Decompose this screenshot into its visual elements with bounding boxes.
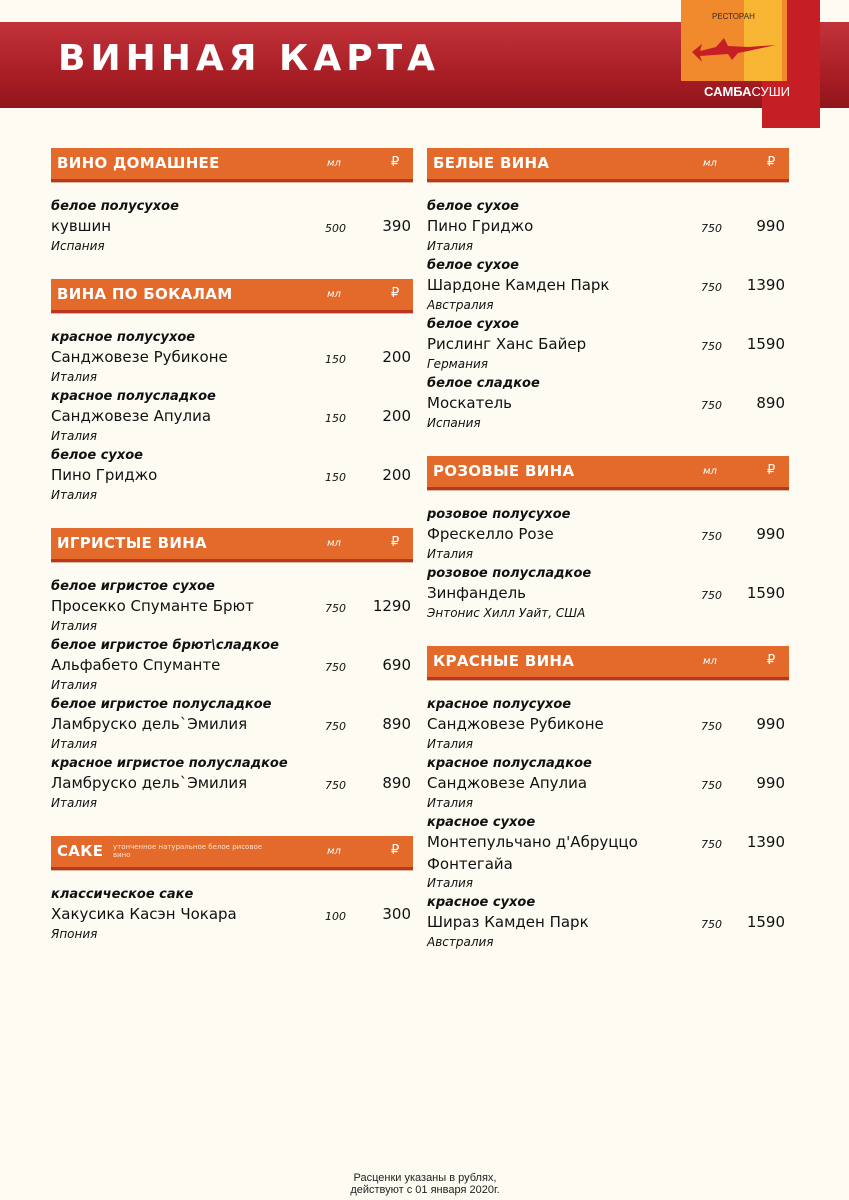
wine-volume: 150	[325, 412, 346, 425]
wine-price: 890	[382, 774, 411, 792]
wine-origin: Италия	[427, 796, 474, 810]
page-title: ВИННАЯ КАРТА	[58, 38, 441, 79]
wine-price: 1590	[746, 584, 785, 602]
wine-item	[427, 755, 789, 814]
wine-origin: Италия	[427, 239, 474, 253]
menu-section	[51, 279, 413, 506]
section-header	[51, 836, 413, 870]
section-items	[427, 490, 789, 624]
footer-line-2: действуют с 01 января 2020г.	[350, 1184, 500, 1196]
wine-name-row	[427, 583, 789, 605]
wine-origin: Испания	[51, 239, 105, 253]
wine-name-row	[427, 524, 789, 546]
section-items	[427, 680, 789, 953]
logo-brand-light: СУШИ	[751, 84, 791, 99]
wine-item	[427, 316, 789, 375]
wine-name-row	[51, 216, 413, 238]
wine-price: 200	[382, 348, 411, 366]
wine-type: розовое полусладкое	[427, 566, 592, 581]
wine-name: Ламбруско дель`Эмилия	[51, 715, 248, 733]
wine-name: Пино Гриджо	[51, 466, 158, 484]
ruble-icon: ₽	[391, 843, 400, 858]
wine-name-row	[427, 334, 789, 356]
wine-type: красное полусладкое	[51, 389, 216, 404]
wine-item	[51, 198, 413, 257]
section-items	[51, 182, 413, 257]
wine-price: 1590	[746, 913, 785, 931]
section-items	[51, 870, 413, 945]
wine-name: Просекко Спуманте Брют	[51, 597, 254, 615]
wine-origin: Италия	[51, 678, 98, 692]
wine-volume: 750	[325, 661, 346, 674]
wine-price: 990	[756, 217, 785, 235]
wine-origin: Италия	[51, 429, 98, 443]
wine-type: красное полусухое	[427, 697, 572, 712]
wine-name: Альфабето Спуманте	[51, 656, 221, 674]
wine-item	[51, 886, 413, 945]
section-items	[51, 562, 413, 814]
ruble-icon: ₽	[391, 535, 400, 550]
volume-column-label: мл	[327, 538, 341, 549]
wine-price: 1590	[746, 335, 785, 353]
wine-type: розовое полусухое	[427, 507, 571, 522]
section-header	[51, 528, 413, 562]
wine-price: 990	[756, 715, 785, 733]
wine-name-continued: Фонтегайа	[427, 855, 513, 873]
menu-section	[427, 646, 789, 953]
wine-origin: Австралия	[427, 298, 494, 312]
wine-origin: Италия	[427, 876, 474, 890]
wine-type: белое игристое брют\сладкое	[51, 638, 279, 653]
volume-column-label: мл	[703, 158, 717, 169]
wine-price: 1290	[372, 597, 411, 615]
wine-name-row	[427, 832, 789, 854]
wine-item	[51, 755, 413, 814]
volume-column-label: мл	[327, 289, 341, 300]
wine-type: белое сладкое	[427, 376, 540, 391]
menu-section	[51, 148, 413, 257]
wine-price: 390	[382, 217, 411, 235]
menu-section	[51, 528, 413, 814]
ruble-icon: ₽	[391, 155, 400, 170]
wine-type: красное полусладкое	[427, 756, 592, 771]
wine-price: 690	[382, 656, 411, 674]
wine-type: красное игристое полусладкое	[51, 756, 288, 771]
wine-volume: 150	[325, 471, 346, 484]
wine-origin: Энтонис Хилл Уайт, США	[427, 606, 586, 620]
wine-name-row	[427, 275, 789, 297]
menu-section	[427, 456, 789, 624]
wine-price: 200	[382, 466, 411, 484]
wine-item	[427, 696, 789, 755]
wine-origin: Италия	[51, 488, 98, 502]
wine-volume: 750	[701, 918, 722, 931]
wine-price: 200	[382, 407, 411, 425]
wine-item	[51, 329, 413, 388]
wine-type: красное сухое	[427, 815, 536, 830]
wine-name: Шардоне Камден Парк	[427, 276, 610, 294]
wine-item	[427, 257, 789, 316]
wine-type: белое игристое полусладкое	[51, 697, 272, 712]
wine-item	[51, 637, 413, 696]
wine-name: Пино Гриджо	[427, 217, 534, 235]
wine-name: Санджовезе Апулиа	[427, 774, 588, 792]
wine-item	[427, 375, 789, 434]
wine-name: Фрескелло Розе	[427, 525, 554, 543]
wine-name-row	[51, 904, 413, 926]
volume-column-label: мл	[703, 466, 717, 477]
section-items	[51, 313, 413, 506]
wine-origin: Германия	[427, 357, 488, 371]
logo-brand-bold: САМБА	[704, 84, 752, 99]
ruble-icon: ₽	[767, 155, 776, 170]
wine-item	[51, 578, 413, 637]
wine-name-row	[51, 773, 413, 795]
wine-price: 1390	[746, 833, 785, 851]
wine-type: белое полусухое	[51, 199, 179, 214]
wine-origin: Италия	[51, 737, 98, 751]
logo-top-text: РЕСТОРАН	[712, 12, 755, 21]
wine-name-row	[51, 714, 413, 736]
section-header	[427, 646, 789, 680]
ruble-icon: ₽	[767, 653, 776, 668]
wine-type: белое сухое	[51, 448, 144, 463]
section-note: утонченное натуральное белое рисовое вино	[113, 843, 263, 859]
wine-volume: 750	[701, 530, 722, 543]
footer-line-1: Расценки указаны в рублях,	[353, 1172, 497, 1184]
wine-name: Москатель	[427, 394, 513, 412]
wine-volume: 750	[701, 838, 722, 851]
section-items	[427, 182, 789, 434]
wine-name-row	[427, 912, 789, 934]
wine-name: Ламбруско дель`Эмилия	[51, 774, 248, 792]
wine-name-row	[51, 655, 413, 677]
ruble-icon: ₽	[767, 463, 776, 478]
wine-type: классическое саке	[51, 887, 194, 902]
wine-price: 990	[756, 774, 785, 792]
wine-name: Санджовезе Рубиконе	[427, 715, 604, 733]
footer-note	[280, 1172, 570, 1196]
wine-origin: Италия	[427, 737, 474, 751]
wine-origin: Италия	[427, 547, 474, 561]
wine-type: красное сухое	[427, 895, 536, 910]
wine-type: белое игристое сухое	[51, 579, 215, 594]
section-title: САКЕ	[57, 842, 104, 860]
wine-item	[427, 814, 789, 894]
wine-name-row	[427, 216, 789, 238]
wine-volume: 750	[701, 399, 722, 412]
menu-section	[427, 148, 789, 434]
section-header	[51, 148, 413, 182]
wine-name: кувшин	[51, 217, 112, 235]
wine-origin: Япония	[51, 927, 98, 941]
wine-name-row	[427, 773, 789, 795]
wine-volume: 100	[325, 910, 346, 923]
logo-brand	[704, 84, 790, 99]
wine-price: 1390	[746, 276, 785, 294]
wine-name-row	[427, 714, 789, 736]
volume-column-label: мл	[327, 158, 341, 169]
section-header	[427, 456, 789, 490]
wine-name: Хакусика Касэн Чокара	[51, 905, 237, 923]
section-header	[427, 148, 789, 182]
wine-volume: 750	[701, 281, 722, 294]
wine-volume: 750	[325, 602, 346, 615]
wine-volume: 750	[325, 779, 346, 792]
wine-volume: 750	[325, 720, 346, 733]
wine-origin: Испания	[427, 416, 481, 430]
wine-name: Шираз Камден Парк	[427, 913, 589, 931]
section-title: ВИНА ПО БОКАЛАМ	[57, 285, 233, 303]
section-title: ИГРИСТЫЕ ВИНА	[57, 534, 207, 552]
ruble-icon: ₽	[391, 286, 400, 301]
menu-section	[51, 836, 413, 945]
left-column	[51, 148, 413, 967]
wine-name: Санджовезе Апулиа	[51, 407, 212, 425]
wine-item	[427, 894, 789, 953]
wine-name-row	[51, 465, 413, 487]
wine-price: 890	[382, 715, 411, 733]
wine-name: Монтепульчано д'Абруццо	[427, 833, 638, 851]
swordfish-icon	[688, 32, 778, 66]
wine-volume: 150	[325, 353, 346, 366]
wine-volume: 750	[701, 222, 722, 235]
volume-column-label: мл	[327, 846, 341, 857]
wine-name: Санджовезе Рубиконе	[51, 348, 228, 366]
wine-name-row	[51, 596, 413, 618]
section-title: КРАСНЫЕ ВИНА	[433, 652, 575, 670]
wine-name: Зинфандель	[427, 584, 527, 602]
wine-origin: Италия	[51, 619, 98, 633]
wine-type: белое сухое	[427, 258, 520, 273]
wine-item	[51, 388, 413, 447]
wine-volume: 500	[325, 222, 346, 235]
wine-type: белое сухое	[427, 317, 520, 332]
section-title: ВИНО ДОМАШНЕЕ	[57, 154, 220, 172]
wine-name-row	[427, 393, 789, 415]
wine-name-row	[51, 406, 413, 428]
wine-type: красное полусухое	[51, 330, 196, 345]
wine-item	[427, 565, 789, 624]
wine-volume: 750	[701, 720, 722, 733]
wine-volume: 750	[701, 589, 722, 602]
right-column	[427, 148, 789, 975]
wine-volume: 750	[701, 779, 722, 792]
wine-price: 890	[756, 394, 785, 412]
section-title: БЕЛЫЕ ВИНА	[433, 154, 550, 172]
wine-item	[427, 198, 789, 257]
wine-name: Рислинг Ханс Байер	[427, 335, 587, 353]
wine-origin: Италия	[51, 370, 98, 384]
wine-item	[427, 506, 789, 565]
wine-price: 300	[382, 905, 411, 923]
wine-type: белое сухое	[427, 199, 520, 214]
wine-item	[51, 696, 413, 755]
wine-volume: 750	[701, 340, 722, 353]
wine-name-row	[51, 347, 413, 369]
section-header	[51, 279, 413, 313]
wine-price: 990	[756, 525, 785, 543]
wine-item	[51, 447, 413, 506]
section-title: РОЗОВЫЕ ВИНА	[433, 462, 575, 480]
wine-origin: Австралия	[427, 935, 494, 949]
wine-origin: Италия	[51, 796, 98, 810]
volume-column-label: мл	[703, 656, 717, 667]
